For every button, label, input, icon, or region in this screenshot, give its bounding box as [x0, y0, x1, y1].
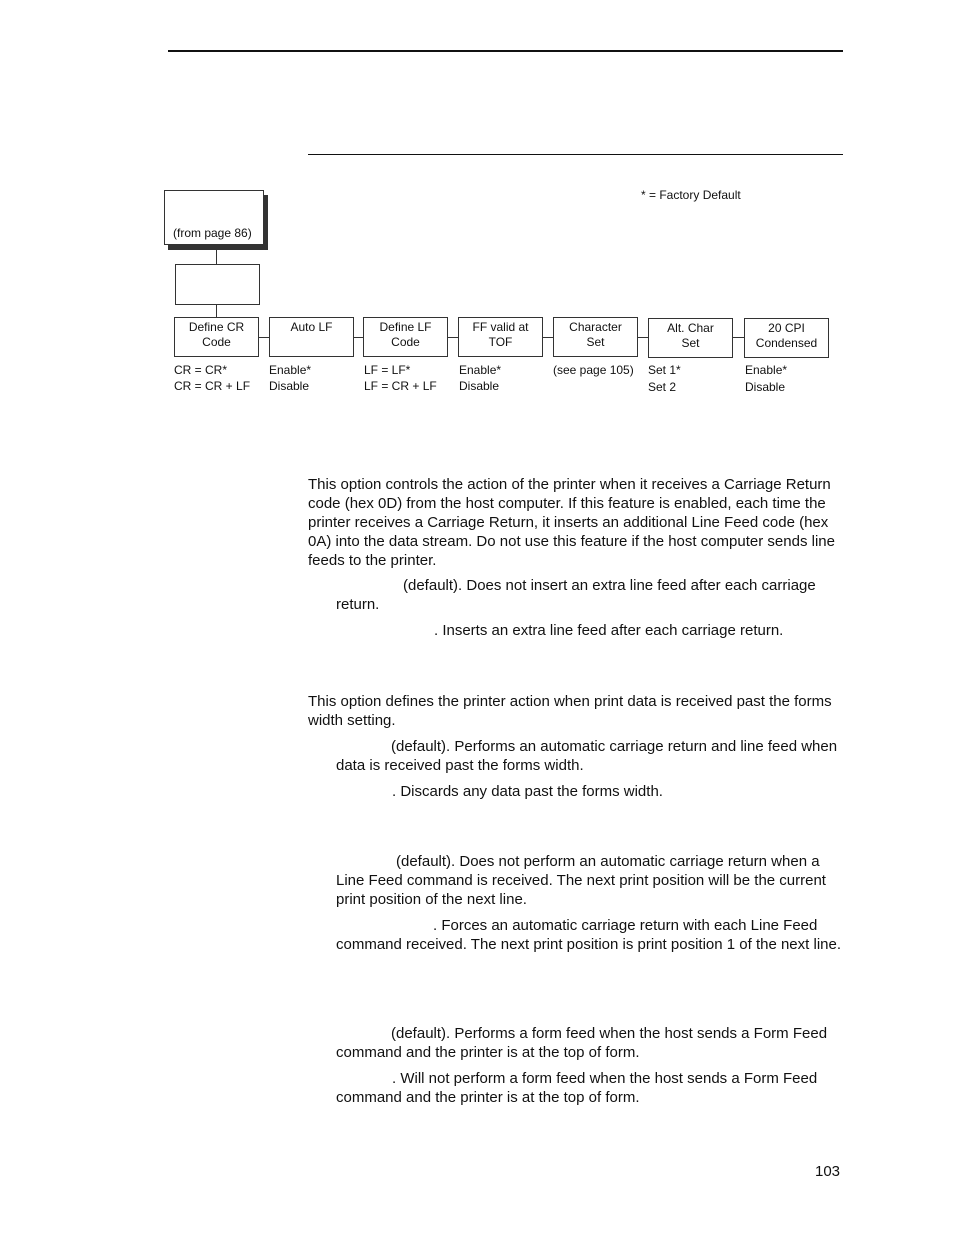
node-label: Alt. Char Set: [667, 321, 714, 350]
node-character-set: [553, 317, 638, 357]
node-define-lf-code: [363, 317, 448, 357]
connector-h: [353, 337, 363, 338]
define-lf-option-alt: . Forces an automatic carriage return with each Line Feed command received. The next print position is print position 1 of the next line.: [336, 917, 841, 953]
node-option: CR = CR*: [174, 363, 228, 377]
section-rule: [308, 154, 843, 155]
node-label: Define CR Code: [188, 320, 245, 349]
ff-valid-option-alt: . Will not perform a form feed when the host sends a Form Feed command and the printer is at the top of form.: [336, 1070, 818, 1106]
connector-parent: [216, 245, 217, 265]
auto-lf-option-alt: . Discards any data past the forms width.: [392, 783, 663, 800]
node-20-cpi-condensed: [744, 318, 829, 358]
parent-note: (from page 86): [173, 226, 252, 240]
header-rule: [168, 50, 843, 52]
define-cr-option-alt: . Inserts an extra line feed after each carriage return.: [434, 622, 784, 639]
factory-default-legend: * = Factory Default: [641, 188, 741, 202]
node-option: Enable*: [269, 363, 312, 377]
submenu-box: [175, 264, 260, 305]
node-option: LF = CR + LF: [364, 379, 437, 393]
node-auto-lf: [269, 317, 354, 357]
node-define-cr-code: [174, 317, 259, 357]
connector-h: [542, 337, 553, 338]
node-option: Enable*: [459, 363, 502, 377]
node-alt-char-set: [648, 318, 733, 358]
connector-h: [637, 337, 648, 338]
node-option: (see page 105): [553, 363, 634, 377]
node-label: Auto LF: [290, 320, 333, 334]
connector-h: [447, 337, 458, 338]
node-ff-valid-at-tof: [458, 317, 543, 357]
page-number: 103: [815, 1163, 841, 1180]
node-label: Character Set: [569, 320, 622, 349]
node-option: Set 2: [648, 380, 677, 394]
auto-lf-intro: This option defines the printer action when print data is received past the forms width setting.: [308, 693, 832, 729]
node-label: Define LF Code: [379, 320, 432, 349]
node-option: LF = LF*: [364, 363, 411, 377]
define-lf-option-default: (default). Does not perform an automatic carriage return when a Line Feed command is received. The next print position will be the current print position of the next line.: [336, 853, 826, 908]
connector-h: [258, 337, 269, 338]
define-cr-option-default: (default). Does not insert an extra line feed after each carriage return.: [336, 577, 816, 613]
parent-menu-box: [164, 190, 264, 245]
node-option: Set 1*: [648, 363, 681, 377]
connector-h: [732, 337, 744, 338]
ff-valid-option-default: (default). Performs a form feed when the host sends a Form Feed command and the printer is at the top of form.: [336, 1025, 828, 1061]
node-option: Enable*: [745, 363, 788, 377]
define-cr-intro: This option controls the action of the printer when it receives a Carriage Return code (hex 0D) from the host computer. If this feature is enabled, each time the printer receives a Carriage Return, it inserts an additional Line Feed code (hex 0A) into the data stream. Do not use this feature if the host computer sends line feeds to the printer.: [308, 476, 835, 569]
node-option: Disable: [269, 379, 310, 393]
node-label: FF valid at TOF: [472, 320, 529, 349]
node-label: 20 CPI Condensed: [755, 321, 818, 350]
node-option: Disable: [745, 380, 786, 394]
node-option: CR = CR + LF: [174, 379, 251, 393]
node-option: Disable: [459, 379, 500, 393]
auto-lf-option-default: (default). Performs an automatic carriage return and line feed when data is received past the forms width.: [336, 738, 838, 774]
